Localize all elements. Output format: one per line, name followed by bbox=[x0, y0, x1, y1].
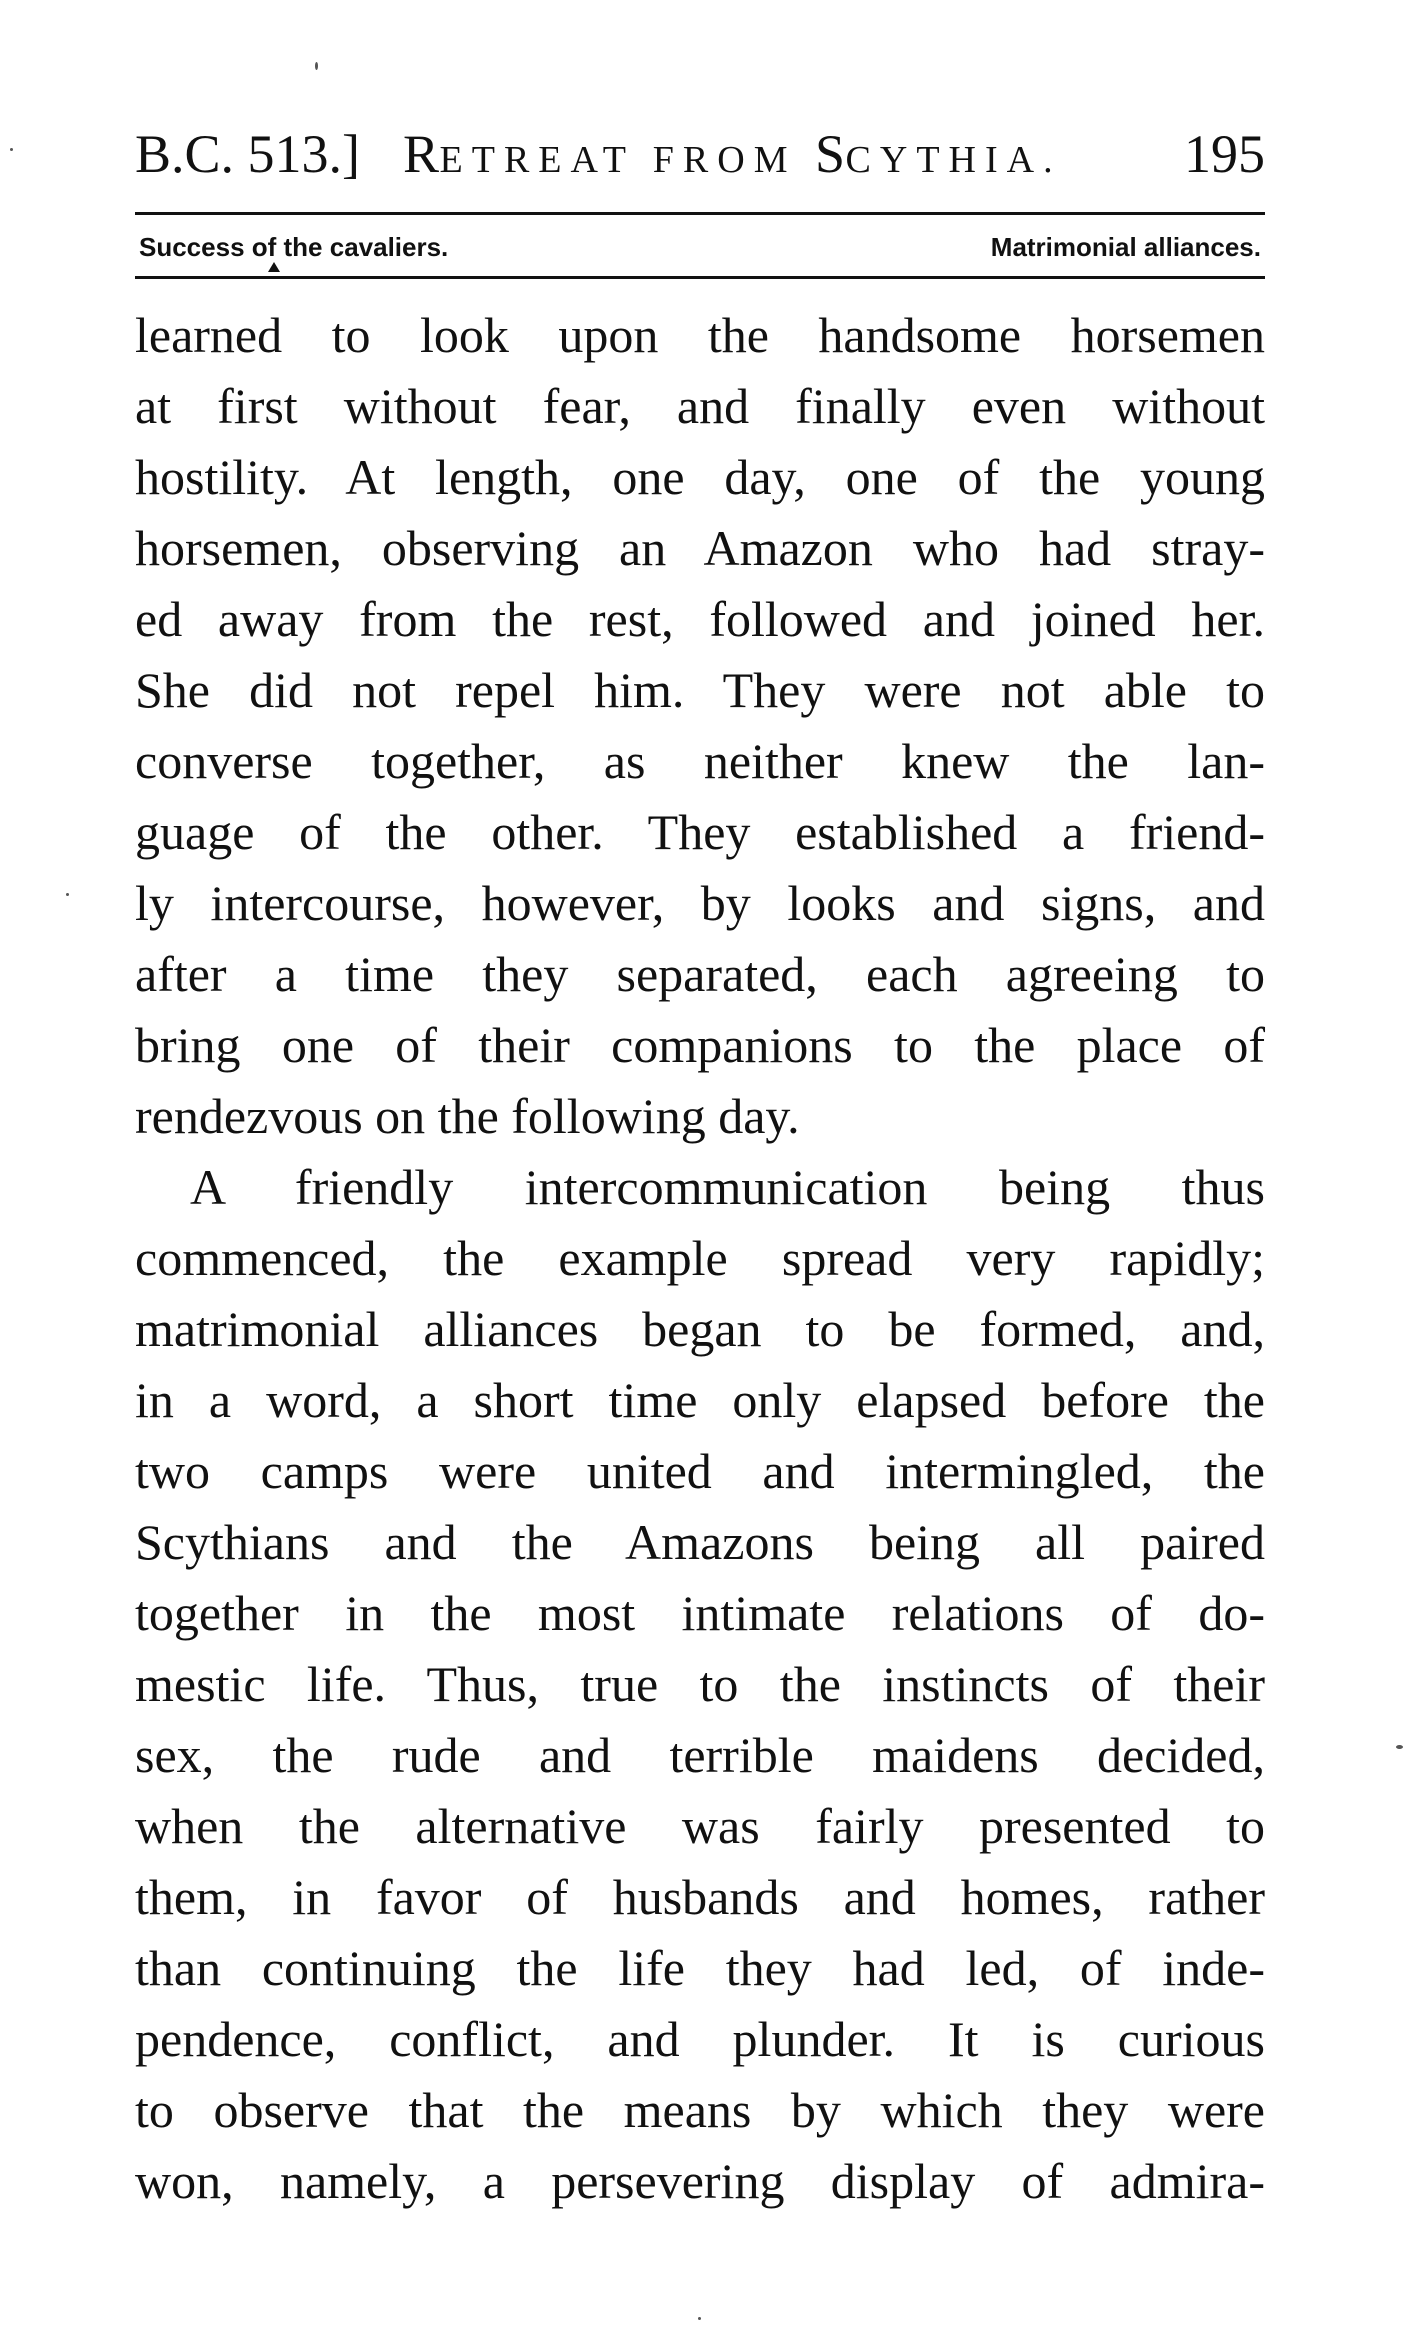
text-line: two camps were united and intermingled, the bbox=[135, 1443, 1265, 1499]
text-line: bring one of their companions to the place of bbox=[135, 1017, 1265, 1073]
text-line: together in the most intimate relations of do- bbox=[135, 1585, 1265, 1641]
text-line: won, namely, a persevering display of admira- bbox=[135, 2153, 1265, 2209]
text-line: hostility. At length, one day, one of the young bbox=[135, 449, 1265, 505]
running-head bbox=[135, 118, 1265, 190]
text-line: in a word, a short time only elapsed before the bbox=[135, 1372, 1265, 1428]
text-line: pendence, conflict, and plunder. It is curious bbox=[135, 2011, 1265, 2067]
header-rule-bottom bbox=[135, 276, 1265, 279]
side-heading-left: Success of the cavaliers. bbox=[139, 232, 449, 262]
side-headings bbox=[135, 222, 1265, 272]
text-line: matrimonial alliances began to be formed, and, bbox=[135, 1301, 1265, 1357]
text-line: rendezvous on the following day. bbox=[135, 1088, 800, 1144]
side-heading-right: Matrimonial alliances. bbox=[990, 232, 1261, 262]
text-line: ly intercourse, however, by looks and signs, and bbox=[135, 875, 1265, 931]
text-line: after a time they separated, each agreeing to bbox=[135, 946, 1265, 1002]
title-word-scythia: CYTHIA. bbox=[845, 139, 1062, 181]
text-line: horsemen, observing an Amazon who had stray- bbox=[135, 520, 1265, 576]
ink-speck bbox=[10, 148, 13, 151]
text-line: ed away from the rest, followed and joined her. bbox=[135, 591, 1265, 647]
title-word-retreat: ETREAT bbox=[439, 139, 635, 181]
text-line: guage of the other. They established a friend- bbox=[135, 804, 1265, 860]
text-line: converse together, as neither knew the lan- bbox=[135, 733, 1265, 789]
ink-speck bbox=[315, 62, 318, 70]
running-head-date: B.C. 513.] bbox=[135, 124, 361, 184]
text-line: A friendly intercommunication being thus bbox=[190, 1159, 1265, 1215]
text-line: when the alternative was fairly presented to bbox=[135, 1798, 1265, 1854]
text-line: learned to look upon the handsome horsemen bbox=[135, 307, 1265, 363]
text-line: commenced, the example spread very rapidly; bbox=[135, 1230, 1265, 1286]
ink-speck bbox=[66, 893, 69, 896]
ink-speck bbox=[698, 2317, 701, 2320]
text-line: Scythians and the Amazons being all paired bbox=[135, 1514, 1265, 1570]
text-line: She did not repel him. They were not able to bbox=[135, 662, 1265, 718]
text-line: mestic life. Thus, true to the instincts of their bbox=[135, 1656, 1265, 1712]
text-line: at first without fear, and finally even without bbox=[135, 378, 1265, 434]
title-space bbox=[634, 139, 653, 181]
title-capital-s: S bbox=[815, 124, 846, 184]
text-line: to observe that the means by which they were bbox=[135, 2082, 1265, 2138]
title-space-2 bbox=[797, 139, 816, 181]
header-rule-top bbox=[135, 212, 1265, 215]
title-word-from: FROM bbox=[652, 139, 797, 181]
title-capital-r: R bbox=[403, 124, 440, 184]
text-line: them, in favor of husbands and homes, rather bbox=[135, 1869, 1265, 1925]
ink-speck bbox=[1396, 1745, 1403, 1749]
text-line: than continuing the life they had led, of inde- bbox=[135, 1940, 1265, 1996]
caret-mark bbox=[268, 262, 280, 272]
text-line: sex, the rude and terrible maidens decided, bbox=[135, 1727, 1265, 1783]
page-number: 195 bbox=[1184, 124, 1265, 184]
running-head-title bbox=[403, 118, 1062, 196]
